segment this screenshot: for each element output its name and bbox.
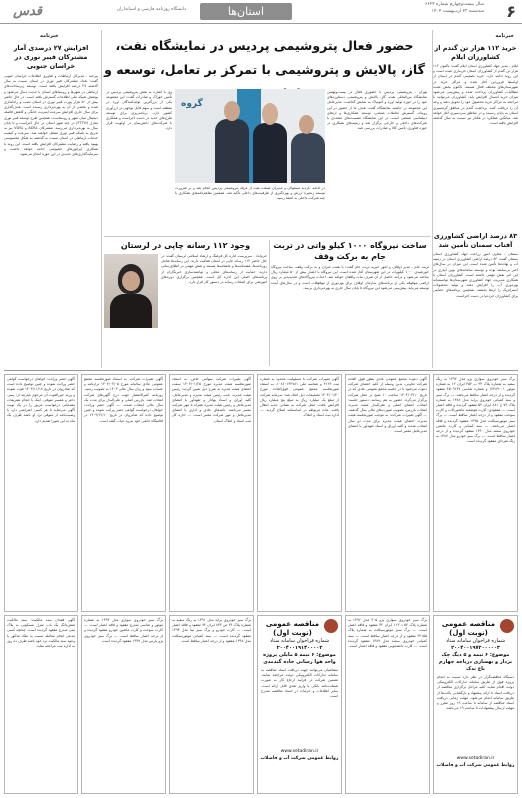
- company-logo-icon: [324, 619, 338, 633]
- right-column-title-1: خرید ۱۱۲ هزار تن گندم از کشاورزان ایلام: [434, 44, 517, 61]
- classified-col-2: [345, 374, 430, 612]
- section-title: استان‌ها: [200, 3, 292, 20]
- tender-right-code: ۲۰۰۴۰۰۱۹۷۲۰۰۰۰۰۳: [451, 645, 500, 651]
- classified-text: آگهی فقدان سند مالکیت: سند مالکیت شش‌دانگ یک باب منزل مسکونی به پلاک ثبتی مندرج مفقود گردیده است. چنانچه کسی مدعی انجام معامله نسبت به ملک مذکور یا وجود سند مالکیت نزد خود باشد ظرف ده روز به اداره ثبت مراجعه نماید.: [7, 618, 75, 649]
- tender-left-subject: موضوع: ۶ تیمه ۵ مایلی پروژه واحد هوا رسانی جاده گندمدی: [263, 652, 336, 665]
- tender-right-subject: موضوع: ۶ تیمه و ۵ دیگ چک بردار و بهسازی دریاچه چهارم باغ ندک: [439, 652, 512, 672]
- tender-left: [257, 615, 342, 794]
- right-column-label: خبرنامه: [495, 33, 514, 39]
- right-column-body-2: سمنان - معاون امور زراعت جهاد کشاورزی استان سمنان گفت: ۸۳ درصد اراضی کشاورزی استان در زمینه آب و نهاده‌ها تأمین شده است. این میزان در سال‌های اخیر بی‌سابقه بوده و توسعه سامانه‌های نوین آبیاری در این امر نقش مهمی داشته است. کشاورزان استان با همکاری مدیریت جهاد کشاورزی شهرستان‌ها توانسته‌اند بهره‌وری آب را افزایش دهند و تولید محصولات استراتژیک را ارتقا بخشند. همچنین برنامه‌های حمایتی برای کشاورزان خرده‌پا در دست اجراست.: [433, 252, 518, 298]
- classified-col-1: [433, 374, 518, 612]
- story-lorestan-body: خرم‌آباد - سرپرست اداره کل فرهنگ و ارشاد اسلامی لرستان گفت: در حال حاضر ۱۱۲ رسانه چاپی در استان فعالیت دارند. این رسانه‌ها شامل روزنامه‌ها، هفته‌نامه‌ها و ماهنامه‌ها هستند و نقش مهمی در اطلاع‌رسانی دارند. حمایت از رسانه‌های محلی و توانمندسازی خبرنگاران از برنامه‌های اصلی این اداره کل است. همچنین برگزاری دوره‌های آموزشی برای اصحاب رسانه در دستور کار قرار دارد.: [161, 254, 267, 285]
- tender-right-website: www.setadiran.ir: [456, 756, 495, 761]
- column-divider: [101, 30, 102, 368]
- tender-right-footer: روابط عمومی شرکت آب و فاضلاب: [436, 763, 515, 768]
- classified-bottom-1: [345, 615, 430, 794]
- classified-text: برگ سبز خودروی سواری مدل ۱۳۹۳ به شماره موتور و شاسی مندرج مفقود و فاقد اعتبار است. — کارت سوخت و کارت ماشین خودرو مفقود گردیده و از درجه اعتبار ساقط است. — برگ سبز خودروی پژو پارس مدل ۱۳۹۷ مفقود گردیده است.: [84, 618, 163, 643]
- classified-col-3: [257, 374, 342, 612]
- page-header: [0, 0, 522, 24]
- classified-text: آگهی تغییرات شرکت. به استناد صورتجلسه مجمع عمومی عادی سالیانه مورخ ۱۴۰۴/۰۲/۰۵ ترازنامه و حساب سود و زیان سال مالی ۱۴۰۳ به تصویب رسید. روزنامه کثیرالانتشار جهت درج آگهی‌های شرکت انتخاب شد. بازرس اصلی و علی‌البدل برای مدت یک سال مالی انتخاب شدند. — آگهی حصر وراثت: خواهان درخواست گواهی حصر وراثت نموده و چنین توضیح داده که شادروان در تاریخ ۱۴۰۳/۱۲/۱۰ در اقامتگاه دائمی خود بدرود حیات گفته است.: [84, 377, 163, 423]
- tender-left-footer: روابط عمومی شرکت آب و فاضلاب: [260, 756, 339, 761]
- company-logo-icon: [500, 619, 514, 633]
- left-column-title: افزایش ۲۷ درصدی آمار مشترکان فیبر نوری در خراسان جنوبی: [13, 44, 89, 70]
- story-lorestan-media: [104, 240, 267, 285]
- top-story-body-bottom: در ادامه، بازدید مسئولان و مدیران صنعت نفت از غرفه پتروشیمی پردیس انجام شد و بر ضرورت توسعه زنجیره ارزش و بهره‌گیری از ظرفیت‌های داخلی تأکید شد. همچنین تفاهم‌نامه‌های همکاری با چند شرکت داخلی به امضا رسید.: [175, 186, 325, 201]
- tender-right-body: دستگاه مناقصه‌گزار در نظر دارد نسبت به انجام پروژه فوق از طریق سامانه تدارکات الکترونیکی دولت اقدام نماید. کلیه مراحل برگزاری مناقصه از دریافت اسناد تا ارائه پیشنهاد و بازگشایی پاکت‌ها از طریق سامانه انجام می‌شود. مهلت زمانی دریافت اسناد مناقصه از سامانه تا ساعت ۱۹ روز مقرر و مهلت ارسال پیشنهادات تا ساعت ۱۹ می‌باشد.: [437, 675, 514, 711]
- classified-text: آگهی حصر وراثت: خواهان درخواست گواهی حصر وراثت نموده و چنین توضیح داده است که شادروان در تاریخ ۱۴۰۳/۱۱/۱۸ فوت نموده و ورثه حین‌الفوت آن مرحوم عبارتند از: پسر، دختر و همسر متوفی. اینک با انجام تشریفات مقدماتی درخواست مزبور را در یک نوبت آگهی می‌نماید تا هر کسی اعتراضی دارد یا وصیت‌نامه از متوفی نزد او باشد ظرف یک ماه به این شورا تقدیم دارد.: [7, 377, 75, 423]
- tender-left-title: مناقصه عمومی (نوبت اول): [265, 620, 320, 637]
- top-story-body-left: وی با اشاره به نقش پتروشیمی پردیس در تأمین خوراک و صادرات گفت: این مجموعه یکی از بزرگترین تولیدکنندگان اوره در منطقه است و سهم قابل توجهی در ارزآوری کشور دارد. برنامه‌ریزی برای توسعه طرح‌های جدید در دست اجراست و همکاری با شرکت‌های دانش‌بنیان در اولویت قرار دارد.: [106, 90, 172, 131]
- section-divider: [4, 370, 518, 371]
- issue-line-2: سه‌شنبه ۲۳ اردیبهشت ۱۴۰۴: [431, 8, 484, 14]
- classified-col-4: [169, 374, 254, 612]
- classified-text: آگهی دعوت مجمع عمومی عادی بطور فوق العاده شرکت تعاونی. بدین وسیله از کلیه اعضای شرکت دعوت می‌شود تا در جلسه مجمع عمومی عادی که در تاریخ ۱۴۰۴/۰۳/۱۰ ساعت ۱۰ صبح در محل شرکت برگزار می‌گردد حضور به هم رسانند. دستور جلسه: انتخاب اعضای اصلی و علی‌البدل هیئت مدیره، انتخاب بازرس، تصویب صورت‌های مالی سال گذشته. — آگهی تغییرات شرکت: به موجب صورتجلسه هیئت مدیره، اعضای هیئت مدیره برای مدت دو سال انتخاب شدند و کلیه اوراق و اسناد تعهدآور با امضای مدیرعامل معتبر است.: [348, 377, 428, 434]
- page-number: ۶: [506, 2, 516, 21]
- right-column: [433, 44, 518, 410]
- left-column-body: بیرجند - مدیرکل ارتباطات و فناوری اطلاعات خراسان جنوبی گفت: تعداد مشترکان فیبر نوری در استان نسبت به سال گذشته ۲۷ درصد افزایش یافته است. توسعه زیرساخت‌های ارتباطی در شهرها و روستاهای استان با جدیت دنبال می‌شود و پوشش شبکه ملی اطلاعات گسترش یافته است. در حال حاضر بیش از ۵۰ هزار پورت فیبر نوری در استان نصب و راه‌اندازی شده و بخشی از آن به بهره‌برداری رسیده است. هدف‌گذاری برای سال جاری افزایش سرعت اینترنت خانگی و کاهش فاصله دیجیتال میان شهر و روستاست. همچنین طرح توسعه فیبر نوری منازل (FTTH) در چند شهر استان در حال اجراست و تا پایان سال به بهره‌برداری می‌رسد. مشترکان ADSL و VDSL نیز به تدریج به شبکه فیبر نوری منتقل خواهند شد. سرعت و کیفیت خدمات ارتباطی در استان نسبت به گذشته به شکل محسوسی بهبود یافته و رضایت مشترکان افزایش یافته است. این روند با همکاری اپراتورهای خصوصی ادامه خواهد داشت و سرمایه‌گذاری‌های جدیدی در این حوزه انجام می‌شود.: [4, 74, 98, 157]
- classified-text: برگ سبز خودروی پراید مدل ۱۳۹۱ به رنگ سفید به شماره پلاک ۳۶ ص ۸۴۳ ایران ۷۴ مفقود و فاقد اعتبار است. — کارت خودرو و برگ سبز تیبا مدل ۱۳۹۴ مفقود گردیده است. — سند کمپانی موتورسیکلت مدل ۱۳۹۸ مفقود و از درجه اعتبار ساقط است.: [172, 618, 251, 643]
- tender-left-body: متقاضیان می‌توانند جهت دریافت اسناد مناقصه به سامانه تدارکات الکترونیکی دولت مراجعه نمایند. تضمین شرکت در فرآیند ارجاع کار به صورت ضمانت‌نامه بانکی یا واریز نقدی قابل ارائه است. سایر اطلاعات و جزئیات در اسناد مناقصه مندرج است.: [261, 668, 338, 699]
- tender-left-code: ۲۰۰۴۰۰۱۹۱۴۰۰۰۰۳: [276, 645, 323, 651]
- story-torbat-jam-title: ساخت نیروگاه ۱۰۰۰ کیلو واتی در تربت جام به برکت وقف: [273, 241, 427, 261]
- top-story-headline: حضور فعال پتروشیمی پردیس در نمایشگاه نفت، گاز، پالایش و پتروشیمی با تمرکز بر تعامل، توسعه و: [104, 38, 425, 77]
- masthead-tagline: دانشگاه روزنامه فارسی و استانداران: [116, 7, 186, 12]
- left-column-label: خبرنامه: [40, 33, 59, 39]
- photo-sign-text: گروه: [181, 99, 203, 109]
- tender-left-sub: شماره فراخوان سامانه ستاد: [269, 638, 330, 644]
- story-torbat-jam-body: تربت جام - مدیر اوقاف و امور خیریه تربت جام گفت: با همت خیران و به برکت وقف، ساخت نیروگاه خورشیدی ۱۰۰۰ کیلووات در این شهرستان آغاز شده است. این نیروگاه با اعتبار بیش از ۵۰ میلیارد ریال ساخته می‌شود و درآمد حاصل از آن صرف نیات واقفان خواهد شد. احداث نیروگاه‌های تجدیدپذیر بر روی اراضی موقوفه یکی از برنامه‌های سازمان اوقاف برای بهره‌وری از موقوفات است و در سال‌های آینده توسعه می‌یابد. پیش‌بینی می‌شود این نیروگاه تا پایان سال جاری به بهره‌برداری برسد.: [271, 265, 429, 290]
- right-column-body-1: ایلام - مدیر جهاد کشاورزی استان ایلام گفت: تاکنون ۱۱۲ هزار تن گندم از کشاورزان استان خریداری شده است و این روند ادامه دارد. خرید تضمینی گندم در استان از اواسط فروردین آغاز شده و مراکز خرید در شهرستان‌های مختلف فعال هستند. تاکنون بخش عمده مطالبات کشاورزان پرداخت شده و پیش‌بینی می‌شود میزان خرید امسال افزایش یابد. کشاورزان می‌توانند با مراجعه به مراکز خرید محصول خود را تحویل دهند و وجه آن را دریافت کنند. برداشت گندم در مناطق گرمسیری استان به پایان رسیده و در مناطق سردسیری آغاز خواهد شد. میانگین عملکرد در هکتار نیز نسبت به سال گذشته افزایش یافته است.: [433, 64, 518, 126]
- story-torbat-jam: [271, 240, 429, 365]
- classified-text: برگ سبز خودروی سواری پژو ۴۰۵ مدل ۱۳۹۶ به شماره پلاک ۵۴ د ۱۱۳ ایران ۳۲ مفقود و فاقد اعتبار است. — برگ سبز موتورسیکلت به شماره پلاک ۲۴۱۵۵ مفقود و از درجه اعتبار ساقط است. — سند کمپانی خودروی سمند مدل ۱۳۸۹ مفقود گردیده است. — کارت دانشجویی مفقود و فاقد اعتبار است.: [348, 618, 428, 649]
- tender-right-sub: شماره فراخوان سامانه ستاد: [445, 638, 506, 644]
- column-divider: [269, 240, 270, 366]
- top-story-body-right: تهران - پتروشیمی پردیس با حضوری فعال در بیست‌ونهمین نمایشگاه بین‌المللی نفت، گاز، پالایش و پتروشیمی، دستاوردهای خود را در حوزه تولید اوره و آمونیاک به نمایش گذاشت. مدیرعامل این مجموعه در حاشیه نمایشگاه گفت: هدف ما از حضور در این رویداد، گسترش تعاملات صنعتی، توسعه همکاری‌ها و ارتقای دیپلماسی صنعتی است. در این نمایشگاه نشست‌های متعددی با شرکت‌های داخلی و خارجی برگزار شد و زمینه‌های همکاری در حوزه فناوری، تأمین کالا و صادرات بررسی شد.: [327, 90, 427, 131]
- issue-meta: [332, 2, 484, 15]
- classified-col-6: [4, 374, 78, 612]
- tender-right-title: مناقصه عمومی (نوبت اول): [441, 620, 496, 637]
- classified-bottom-3: [81, 615, 166, 794]
- issue-line-1: سال بیست‌وچهارم شماره ۶۶۲۴: [424, 2, 484, 7]
- horizontal-divider: [104, 236, 430, 237]
- lorestan-photo: [104, 254, 158, 328]
- classified-text: آگهی تغییرات شرکت با مسئولیت محدود به شماره ثبت ۴۱۲۶ و شناسه ملی ۱۰۸۶۰۱۴۲۷۸۱. به استناد صورتجلسه مجمع عمومی فوق‌العاده مورخ ۱۴۰۴/۰۱/۲۰ تصمیمات ذیل اتخاذ شد: سرمایه شرکت از مبلغ یک میلیارد ریال به مبلغ پنج میلیارد ریال افزایش یافت. محل شرکت به نشانی جدید انتقال یافت. ماده مربوطه در اساسنامه اصلاح گردید. — اداره ثبت اسناد و املاک.: [260, 377, 339, 418]
- top-story-photo: [175, 89, 325, 183]
- classified-text: برگ سبز خودروی سواری پژو مدل ۱۳۹۲ به رنگ سفید به شماره پلاک ۳۳ ب ۴۵۴ ایران ۱۲ به شماره موتور ۱۲۴۸۹۰۰۱ و شماره شاسی ۴۵۰۹۶۶۷ مفقود گردیده و از درجه اعتبار ساقط می‌باشد. — برگ سبز و سند کمپانی خودروی پراید مدل ۱۳۸۸ به شماره پلاک ۷۴ ج ۸۸۱ ایران ۵۲ مفقود گردیده و فاقد اعتبار است. — مفقودی: کارت هوشمند ماشین‌آلات و کارت سوخت مفقود و از درجه اعتبار ساقط است. — برگ سبز موتورسیکلت مدل ۱۳۹۵ مفقود گردیده و فاقد اعتبار می‌باشد. — سند کمپانی و کارت ماشین خودروی سمند مدل ۱۳۹۰ مفقود گردیده و از درجه اعتبار ساقط است. — برگ سبز خودرو مدل ۱۳۸۷ به رنگ نقره‌ای مفقود گردیده است.: [436, 377, 516, 444]
- column-divider: [432, 30, 433, 368]
- classified-col-5: [81, 374, 166, 612]
- right-column-title-2: ۸۳ درصد اراضی کشاورزی آفتاب سمنان تأمین شد: [433, 232, 518, 249]
- tender-left-website: www.setadiran.ir: [280, 749, 319, 754]
- newspaper-logo: قدس: [13, 4, 42, 19]
- classified-bottom-2: [169, 615, 254, 794]
- classified-text: آگهی تغییرات شرکت سهامی خاص. به استناد صورتجلسه هیئت مدیره مورخ ۱۴۰۴/۰۱/۲۵ سمت اعضای هیئت مدیره به شرح ذیل تعیین گردید: رئیس هیئت مدیره، نایب رئیس هیئت مدیره و مدیرعامل. کلیه اوراق و اسناد بهادار و تعهدآور با امضای مدیرعامل و رئیس هیئت مدیره همراه با مهر شرکت معتبر می‌باشد. نامه‌های عادی و اداری با امضای مدیرعامل و مهر شرکت معتبر است. — اداره کل ثبت اسناد و املاک استان.: [172, 377, 251, 423]
- classified-bottom-4: [4, 615, 78, 794]
- story-lorestan-title: وجود ۱۱۲ رسانه چاپی در لرستان: [120, 241, 251, 250]
- left-column: [4, 44, 98, 376]
- tender-right: [433, 615, 518, 794]
